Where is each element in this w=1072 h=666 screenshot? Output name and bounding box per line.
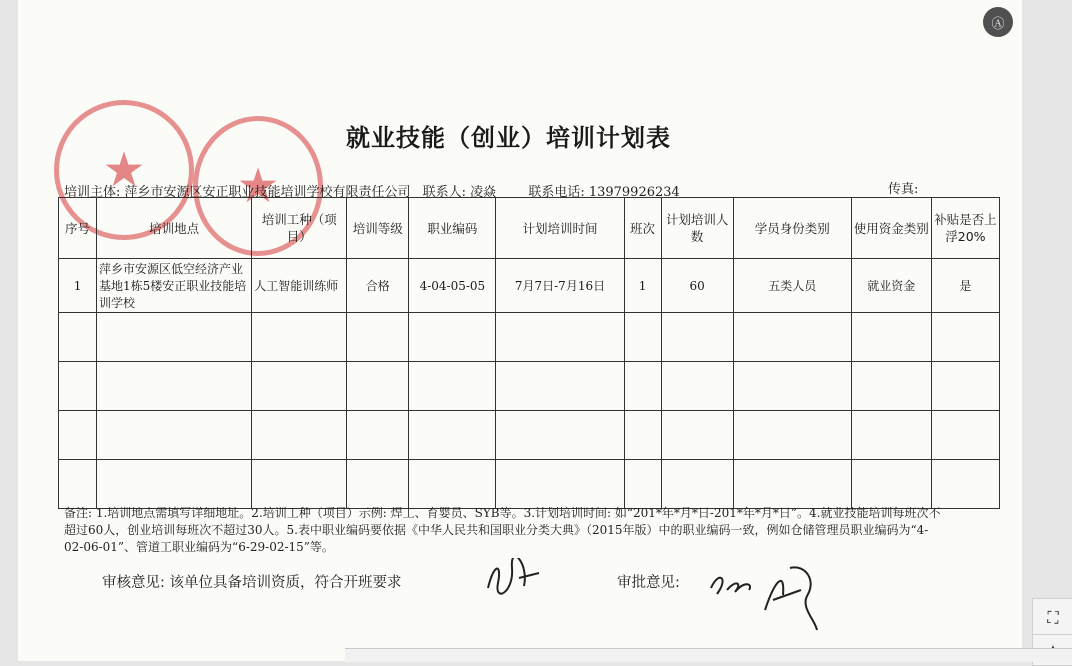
- table-cell: 是: [931, 259, 999, 313]
- reviewer-signature: [484, 558, 544, 598]
- table-cell: 就业资金: [851, 259, 931, 313]
- page-title: 就业技能（创业）培训计划表: [346, 124, 671, 152]
- header-cell: 班次: [624, 198, 661, 259]
- header-cell: 学员身份类别: [733, 198, 851, 259]
- header-cell: 计划培训时间: [496, 198, 624, 259]
- table-cell: 60: [661, 259, 733, 313]
- header-cell: 计划培训人数: [661, 198, 733, 259]
- bottom-toolbar: [345, 648, 1072, 662]
- table-cell: 合格: [347, 259, 409, 313]
- scan-button[interactable]: [1032, 598, 1072, 638]
- table-cell: 1: [624, 259, 661, 313]
- table-cell: 人工智能训练师: [252, 259, 347, 313]
- training-plan-table: [58, 197, 1000, 509]
- empty-table-row: [59, 411, 1000, 460]
- table-cell: 4-04-05-05: [409, 259, 496, 313]
- header-cell: 培训地点: [97, 198, 252, 259]
- empty-table-row: [59, 362, 1000, 411]
- header-cell: 培训等级: [347, 198, 409, 259]
- fax-label: 传真:: [888, 182, 919, 197]
- training-subject: 培训主体: 萍乡市安源区安正职业技能培训学校有限责任公司: [64, 185, 411, 200]
- approval-opinion: 审批意见:: [617, 575, 680, 591]
- translate-button[interactable]: [983, 7, 1013, 37]
- red-seal-stamp: ★: [54, 100, 194, 240]
- header-cell: 序号: [59, 198, 97, 259]
- red-seal-stamp-2: ★: [193, 116, 323, 256]
- notes: 备注: 1.培训地点需填写详细地址。2.培训工种（项目）示例: 焊工、育婴员、SYB等。3.计划培训时间: 如“201*年*月*日-201*年*月*日”。4.就业技能培训每班次不超过60人，创业培训每班次不超过30人。5.表中职业编码要依据《中华人民共和国职业分类大典》（2015年版）中的职业编码一致，例如仓储管理员职业编码为“4-02-06-01”、管道工职业编码为“6-29-02-15”等。: [64, 506, 941, 554]
- translate-icon: Ⓐ: [991, 16, 1005, 32]
- approver-signature: [705, 560, 835, 635]
- header-cell: 使用资金类别: [851, 198, 931, 259]
- empty-table-row: [59, 313, 1000, 362]
- table-row: [59, 259, 1000, 313]
- header-cell: 职业编码: [409, 198, 496, 259]
- review-opinion: 审核意见: 该单位具备培训资质，符合开班要求: [102, 575, 402, 591]
- contact-person: 联系人: 凌焱: [422, 185, 497, 200]
- header-cell: 补贴是否上浮20%: [931, 198, 999, 259]
- scan-icon: ⛶: [1047, 608, 1059, 627]
- table-cell: 五类人员: [733, 259, 851, 313]
- table-header-row: [59, 198, 1000, 259]
- header-cell: 培训工种（项目）: [252, 198, 347, 259]
- contact-phone: 联系电话: 13979926234: [528, 185, 680, 200]
- empty-table-row: [59, 460, 1000, 509]
- table-cell: 萍乡市安源区低空经济产业基地1栋5楼安正职业技能培训学校: [97, 259, 252, 313]
- table-cell: 7月7日-7月16日: [496, 259, 624, 313]
- table-cell: 1: [59, 259, 97, 313]
